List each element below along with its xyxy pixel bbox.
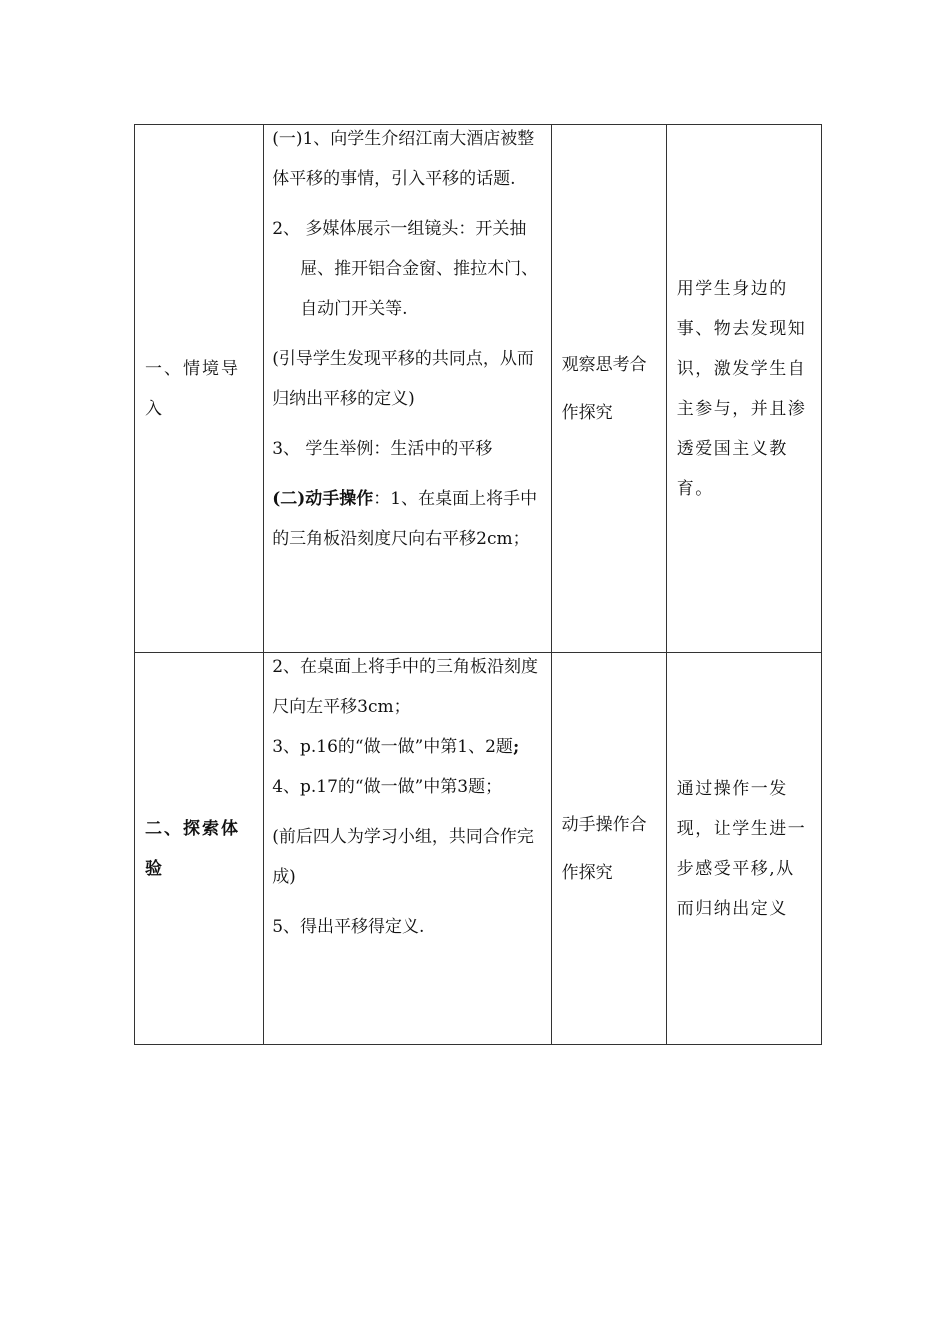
- content-paragraph: 5、得出平移得定义.: [272, 917, 425, 937]
- content-paragraph: 3、 学生举例：生活中的平移: [272, 439, 493, 459]
- content-paragraph: (前后四人为学习小组，共同合作完成): [272, 827, 534, 887]
- content-heading: (二)动手操作: [272, 489, 374, 509]
- table-row: [135, 125, 822, 653]
- stage-cell: 二、探索体验: [135, 653, 264, 1045]
- content-paragraph: 2、 多媒体展示一组镜头：开关抽屉、推开铝合金窗、推拉木门、自动门开关等.: [272, 219, 539, 319]
- content-cell: [264, 125, 551, 653]
- activity-cell: 动手操作合作探究: [551, 653, 666, 1045]
- content-paragraph: (一)1、向学生介绍江南大酒店被整体平移的事情，引入平移的话题.: [272, 129, 535, 189]
- content-paragraph: 2、在桌面上将手中的三角板沿刻度尺向左平移3cm；: [272, 657, 539, 717]
- content-text: ：1、在桌面上将手中的三角板沿刻度尺向右平移2cm；: [272, 489, 538, 549]
- content-paragraph: [272, 727, 542, 767]
- stage-cell: 一、情境导入: [135, 125, 264, 653]
- intent-cell: 通过操作一发现，让学生进一步感受平移,从而归纳出定义: [666, 653, 821, 1045]
- table-row: [135, 653, 822, 1045]
- content-cell: [264, 653, 551, 1045]
- content-text: 3、p.16的“做一做”中第1、2题: [272, 737, 513, 757]
- content-paragraph: [272, 479, 542, 559]
- lesson-plan-table: [134, 124, 822, 1045]
- content-paragraph: 4、p.17的“做一做”中第3题；: [272, 777, 503, 797]
- activity-cell: 观察思考合作探究: [551, 125, 666, 653]
- content-paragraph: (引导学生发现平移的共同点，从而归纳出平移的定义): [272, 349, 534, 409]
- content-text: ;: [512, 737, 520, 757]
- intent-cell: 用学生身边的事、物去发现知识，激发学生自主参与，并且渗透爱国主义教育。: [666, 125, 821, 653]
